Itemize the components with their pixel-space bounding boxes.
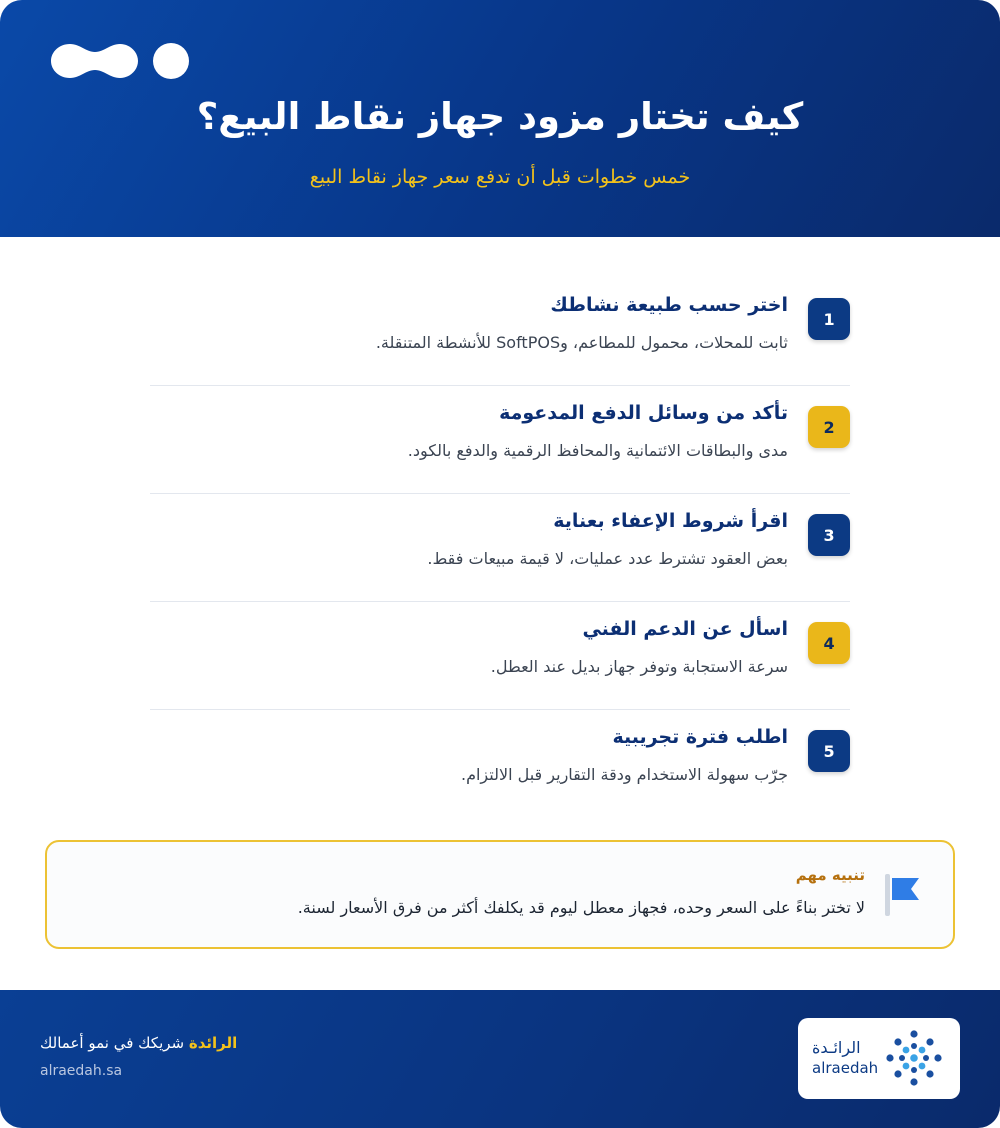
step-item [150,710,850,818]
logo-english-text: alraedah [812,1059,879,1077]
step-title: تأكد من وسائل الدفع المدعومة [499,402,788,424]
step-item [150,386,850,494]
step-title: اطلب فترة تجريبية [612,726,788,748]
steps-list [150,278,850,818]
logo-arabic-text: الرائـدة [812,1038,861,1057]
header [0,0,1000,237]
step-title: اختر حسب طبيعة نشاطك [550,294,788,316]
footer-tagline [40,1034,237,1052]
logo-mark-icon [884,1028,944,1088]
step-description: ثابت للمحلات، محمول للمطاعم، وSoftPOS للأنشطة المتنقلة. [375,333,788,352]
step-title: اقرأ شروط الإعفاء بعناية [553,510,788,532]
step-item [150,278,850,386]
step-description: سرعة الاستجابة وتوفر جهاز بديل عند العطل. [490,657,788,676]
step-number-badge: 2 [808,406,850,448]
footer-brand: الرائدة [188,1034,238,1052]
footer-website: alraedah.sa [40,1063,123,1079]
logo [798,1018,960,1099]
step-description: جرّب سهولة الاستخدام ودقة التقارير قبل الالتزام. [460,765,788,784]
page-subtitle: خمس خطوات قبل أن تدفع سعر جهاز نقاط البيع [309,166,691,188]
step-title: اسأل عن الدعم الفني [582,618,788,640]
brand-shape-icon [50,42,192,80]
step-item [150,602,850,710]
step-description: مدى والبطاقات الائتمانية والمحافظ الرقمية والدفع بالكود. [407,441,788,460]
footer [0,990,1000,1128]
page-title: كيف تختار مزود جهاز نقاط البيع؟ [196,95,804,138]
step-number-badge: 5 [808,730,850,772]
step-number-badge: 3 [808,514,850,556]
step-item [150,494,850,602]
flag-icon [883,872,923,918]
step-number-badge: 1 [808,298,850,340]
footer-tagline-text: شريكك في نمو أعمالك [40,1034,185,1052]
important-notice [45,840,955,949]
notice-text: لا تختر بناءً على السعر وحده، فجهاز معطل ليوم قد يكلفك أكثر من فرق الأسعار لسنة. [297,898,865,917]
step-number-badge: 4 [808,622,850,664]
step-description: بعض العقود تشترط عدد عمليات، لا قيمة مبيعات فقط. [427,549,788,568]
notice-title: تنبيه مهم [795,866,865,884]
